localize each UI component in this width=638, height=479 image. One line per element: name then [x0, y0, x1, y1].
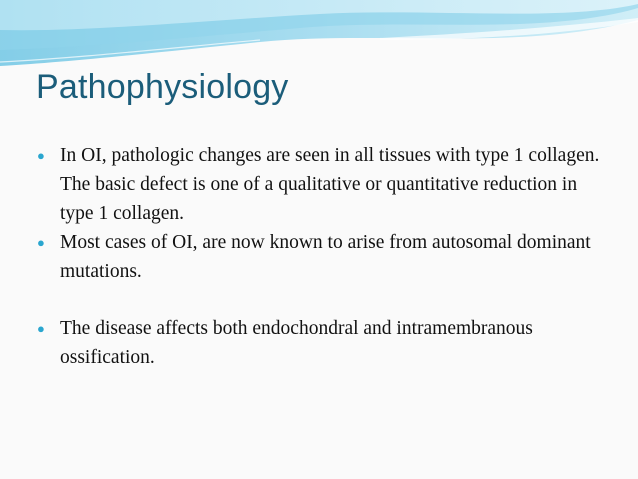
header-wave-decoration [0, 0, 638, 70]
bullet-text: Most cases of OI, are now known to arise from autosomal dominant mutations. [60, 232, 591, 282]
bullet-text: The disease affects both endochondral and intramembranous ossification. [60, 318, 533, 368]
circle-bullet-icon: ● [37, 321, 45, 336]
list-item [34, 314, 604, 372]
bullet-text: In OI, pathologic changes are seen in all tissues with type 1 collagen. The basic defect is one of a qualitative or quantitative reduction in type 1 collagen. [60, 145, 600, 224]
slide-title: Pathophysiology [36, 68, 289, 106]
list-item [34, 228, 604, 286]
list-item [34, 141, 604, 228]
circle-bullet-icon: ● [37, 235, 45, 250]
circle-bullet-icon: ● [37, 148, 45, 163]
bullet-list [34, 141, 604, 372]
